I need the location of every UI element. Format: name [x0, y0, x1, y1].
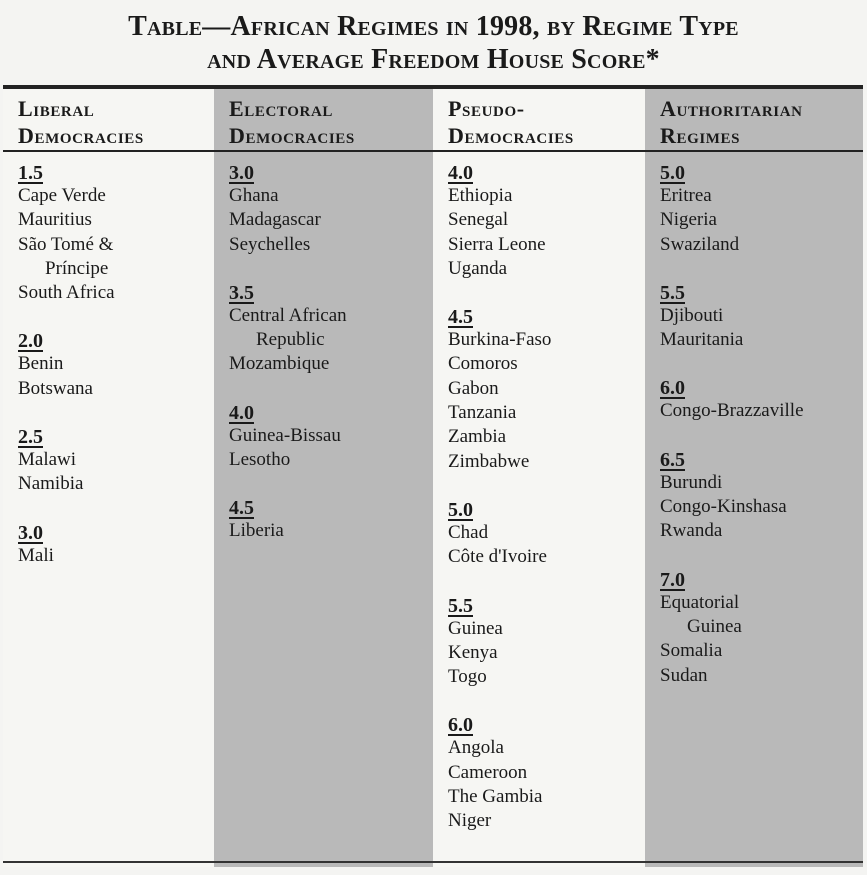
score-group	[448, 595, 645, 690]
country-name: Niger	[448, 810, 492, 832]
column-header	[3, 89, 214, 152]
column-body	[214, 152, 433, 544]
score-value: 3.5	[229, 281, 254, 304]
country-name: Kenya	[448, 641, 498, 663]
country-name: Djibouti	[660, 304, 724, 326]
column-header-line: Pseudo-	[448, 96, 525, 121]
column-liberal-democracies	[3, 89, 214, 867]
country-name: Côte d'Ivoire	[448, 546, 547, 568]
score-group	[660, 449, 863, 544]
table-title	[0, 10, 867, 76]
column-authoritarian-regimes	[645, 89, 863, 867]
country-name: Eritrea	[660, 185, 712, 206]
country-name: South Africa	[18, 282, 115, 304]
score-group	[18, 330, 214, 401]
country-name: Mauritania	[660, 329, 744, 351]
country-name: Cape Verde	[18, 185, 106, 206]
score-group	[229, 497, 433, 543]
score-group	[448, 162, 645, 281]
country-name: Ethiopia	[448, 185, 513, 206]
score-value: 1.5	[18, 162, 43, 184]
score-value: 3.0	[18, 521, 43, 544]
country-name: Seychelles	[229, 233, 311, 255]
column-electoral-democracies	[214, 89, 433, 867]
score-value: 5.5	[660, 281, 685, 304]
country-name: Mali	[18, 544, 54, 566]
country-name: Nigeria	[660, 209, 717, 231]
score-value: 6.0	[448, 714, 473, 737]
country-name: Mauritius	[18, 209, 92, 231]
country-name: Ghana	[229, 185, 279, 206]
table-bottom-rule	[3, 861, 863, 863]
country-name-continued: Republic	[256, 329, 325, 351]
country-name: Madagascar	[229, 209, 321, 231]
country-name-continued: Príncipe	[45, 257, 109, 279]
country-name: The Gambia	[448, 786, 543, 808]
column-body	[433, 152, 645, 834]
score-group	[660, 569, 863, 688]
column-header-line: Democracies	[229, 123, 355, 148]
score-value: 7.0	[660, 568, 685, 591]
score-value: 2.5	[18, 426, 43, 449]
score-group	[229, 282, 433, 377]
score-value: 4.5	[448, 306, 473, 329]
country-name: Zimbabwe	[448, 450, 530, 472]
score-value: 4.0	[229, 401, 254, 424]
score-value: 5.5	[448, 594, 473, 617]
country-name: Zambia	[448, 426, 507, 448]
country-name: Sierra Leone	[448, 233, 546, 255]
column-body	[645, 152, 863, 688]
score-group	[229, 402, 433, 473]
score-value: 3.0	[229, 162, 254, 184]
score-group	[660, 282, 863, 353]
score-value: 6.0	[660, 377, 685, 400]
country-name: Angola	[448, 737, 504, 759]
country-name: Botswana	[18, 377, 93, 399]
score-group	[18, 162, 214, 305]
country-name: Lesotho	[229, 449, 291, 471]
score-group	[660, 377, 863, 423]
score-value: 5.0	[448, 498, 473, 521]
country-name: Gabon	[448, 377, 499, 399]
score-group	[18, 522, 214, 568]
country-name: São Tomé &	[18, 233, 114, 255]
column-header-line: Authoritarian	[660, 96, 803, 121]
score-group	[18, 426, 214, 497]
country-name: Swaziland	[660, 233, 740, 255]
country-name: Central African	[229, 304, 347, 326]
column-header	[214, 89, 433, 152]
score-group	[660, 162, 863, 257]
score-group	[448, 714, 645, 833]
country-name: Namibia	[18, 473, 84, 495]
country-name: Senegal	[448, 209, 509, 231]
country-name: Somalia	[660, 640, 723, 662]
country-name: Mozambique	[229, 353, 330, 375]
column-pseudo-democracies	[433, 89, 645, 867]
country-name: Togo	[448, 666, 487, 688]
country-name: Congo-Kinshasa	[660, 496, 787, 518]
country-name: Benin	[18, 353, 64, 375]
score-value: 6.5	[660, 448, 685, 471]
country-name: Malawi	[18, 449, 77, 471]
column-header	[433, 89, 645, 152]
column-body	[3, 152, 214, 568]
score-value: 2.0	[18, 330, 43, 353]
country-name-continued: Guinea	[687, 615, 742, 637]
score-value: 4.0	[448, 162, 473, 184]
score-group	[448, 499, 645, 570]
column-header-line: Democracies	[18, 123, 144, 148]
country-name: Tanzania	[448, 402, 517, 424]
country-name: Guinea	[448, 617, 503, 639]
score-value: 5.0	[660, 162, 685, 184]
country-name: Uganda	[448, 257, 508, 279]
country-name: Guinea-Bissau	[229, 424, 341, 446]
column-header-line: Regimes	[660, 123, 741, 148]
country-name: Sudan	[660, 664, 708, 686]
title-line-1: Table—African Regimes in 1998, by Regime Type	[128, 11, 739, 42]
score-value: 4.5	[229, 497, 254, 520]
country-name: Burkina-Faso	[448, 329, 552, 351]
country-name: Cameroon	[448, 761, 528, 783]
country-name: Liberia	[229, 520, 284, 542]
country-name: Chad	[448, 521, 489, 543]
column-header-line: Electoral	[229, 96, 333, 121]
country-name: Rwanda	[660, 520, 723, 542]
country-name: Burundi	[660, 471, 723, 493]
country-name: Comoros	[448, 353, 518, 375]
title-line-2: and Average Freedom House Score*	[207, 44, 660, 75]
score-group	[229, 162, 433, 257]
column-header-line: Liberal	[18, 96, 95, 121]
column-header-line: Democracies	[448, 123, 574, 148]
country-name: Equatorial	[660, 591, 740, 613]
country-name: Congo-Brazzaville	[660, 400, 804, 422]
regime-table	[3, 85, 863, 867]
score-group	[448, 306, 645, 474]
column-header	[645, 89, 863, 152]
